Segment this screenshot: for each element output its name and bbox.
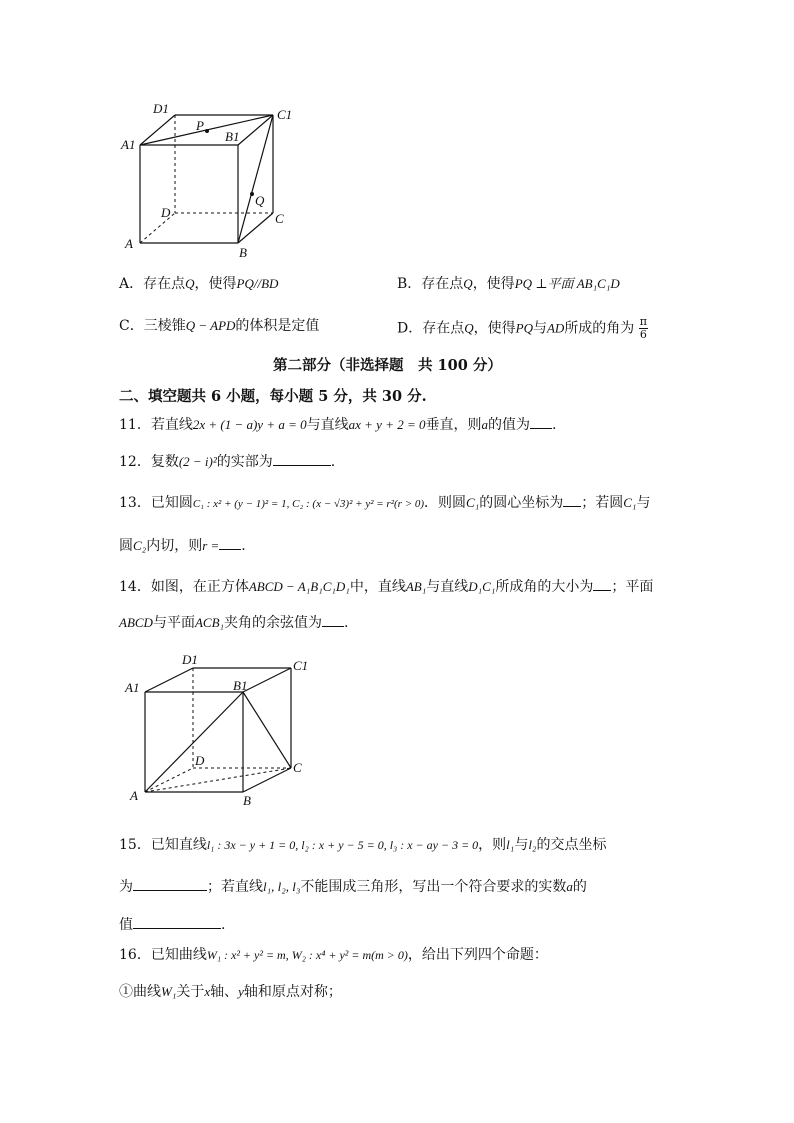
question-14-line2: ABCD与平面ACB₁夹角的余弦值为 . (119, 612, 348, 633)
label-b1: B1 (233, 678, 248, 693)
point-p (205, 129, 209, 133)
answer-blank[interactable] (593, 576, 611, 591)
part2-title: 第二部分（非选择题 共 100 分） (273, 357, 502, 374)
answer-blank[interactable] (530, 414, 552, 429)
label-a1: A1 (125, 680, 140, 695)
question-16-item1: ①曲线W₁关于x轴、y轴和原点对称； (119, 984, 342, 1000)
label-b1: B1 (225, 129, 240, 144)
answer-blank[interactable] (219, 535, 241, 550)
question-15-line2: 为 ；若直线l₁, l₂, l₃不能围成三角形，写出一个符合要求的实数a的 (119, 876, 587, 897)
label-c1: C1 (277, 107, 293, 122)
label-a1: A1 (121, 137, 136, 152)
segment-a-b1 (145, 692, 243, 792)
segment-b1-c (243, 692, 291, 768)
label-b: B (239, 245, 247, 260)
option-b: B．存在点Q，使得PQ ⊥平面 AB₁C₁D (397, 276, 620, 292)
question-13-line2: 圆C₂内切，则r = . (119, 535, 246, 556)
label-d: D (195, 753, 205, 768)
option-d: D．存在点Q，使得PQ与AD所成的角为 $\frac{\pi}{6}$ (397, 315, 647, 341)
fraction-pi-over-6: $\frac{\pi}{6}$ (639, 315, 647, 341)
answer-blank[interactable] (133, 914, 221, 929)
question-14: 14．如图，在正方体ABCD − A₁B₁C₁D₁中，直线AB₁与直线D₁C₁所成角的大小为 ；平面 (119, 576, 653, 597)
label-d: D (161, 205, 171, 220)
question-12: 12．复数(2 − i)²的实部为 . (119, 451, 335, 472)
label-d1: D1 (182, 652, 198, 667)
question-16: 16．已知曲线W₁ : x² + y² = m, W₂ : x⁴ + y² = m(m > 0)，给出下列四个命题： (119, 947, 548, 963)
section2-title: 二、填空题共 6 小题，每小题 5 分，共 30 分. (119, 388, 427, 405)
edge-b1-c1 (243, 668, 291, 692)
label-a: A (125, 236, 133, 251)
edge-b-c (238, 213, 273, 243)
option-c: C．三棱锥Q − APD的体积是定值 (119, 318, 320, 334)
label-b: B (243, 793, 251, 808)
edge-a1-d1 (145, 668, 193, 692)
label-p: P (196, 118, 204, 133)
label-c1: C1 (293, 658, 309, 673)
figure-cube-pq (115, 95, 315, 260)
question-15-line3: 值 . (119, 914, 225, 935)
label-d1: D1 (153, 101, 169, 116)
answer-blank[interactable] (273, 451, 331, 466)
label-c: C (275, 211, 284, 226)
answer-blank[interactable] (563, 492, 581, 507)
segment-b-c1 (238, 115, 273, 243)
label-c: C (293, 760, 302, 775)
label-a: A (130, 788, 138, 803)
question-15: 15．已知直线l₁ : 3x − y + 1 = 0, l₂ : x + y − 5 = 0, l₃ : x − ay − 3 = 0，则l₁与l₂的交点坐标 (119, 837, 607, 853)
question-11: 11．若直线2x + (1 − a)y + a = 0与直线ax + y + 2 = 0垂直，则a的值为 . (119, 414, 556, 435)
edge-b-c (243, 768, 291, 792)
option-a: A．存在点Q，使得PQ//BD (119, 276, 279, 292)
label-q: Q (255, 193, 265, 208)
point-q (250, 192, 254, 196)
hidden-segment-a-c (145, 768, 291, 792)
answer-blank[interactable] (322, 612, 344, 627)
question-13: 13．已知圆C₁ : x² + (y − 1)² = 1, C₂ : (x − √3)² + y² = r²(r > 0)．则圆C₁的圆心坐标为 ；若圆C₁与 (119, 492, 650, 514)
figure-cube-acb1 (115, 650, 320, 810)
answer-blank[interactable] (133, 876, 207, 891)
